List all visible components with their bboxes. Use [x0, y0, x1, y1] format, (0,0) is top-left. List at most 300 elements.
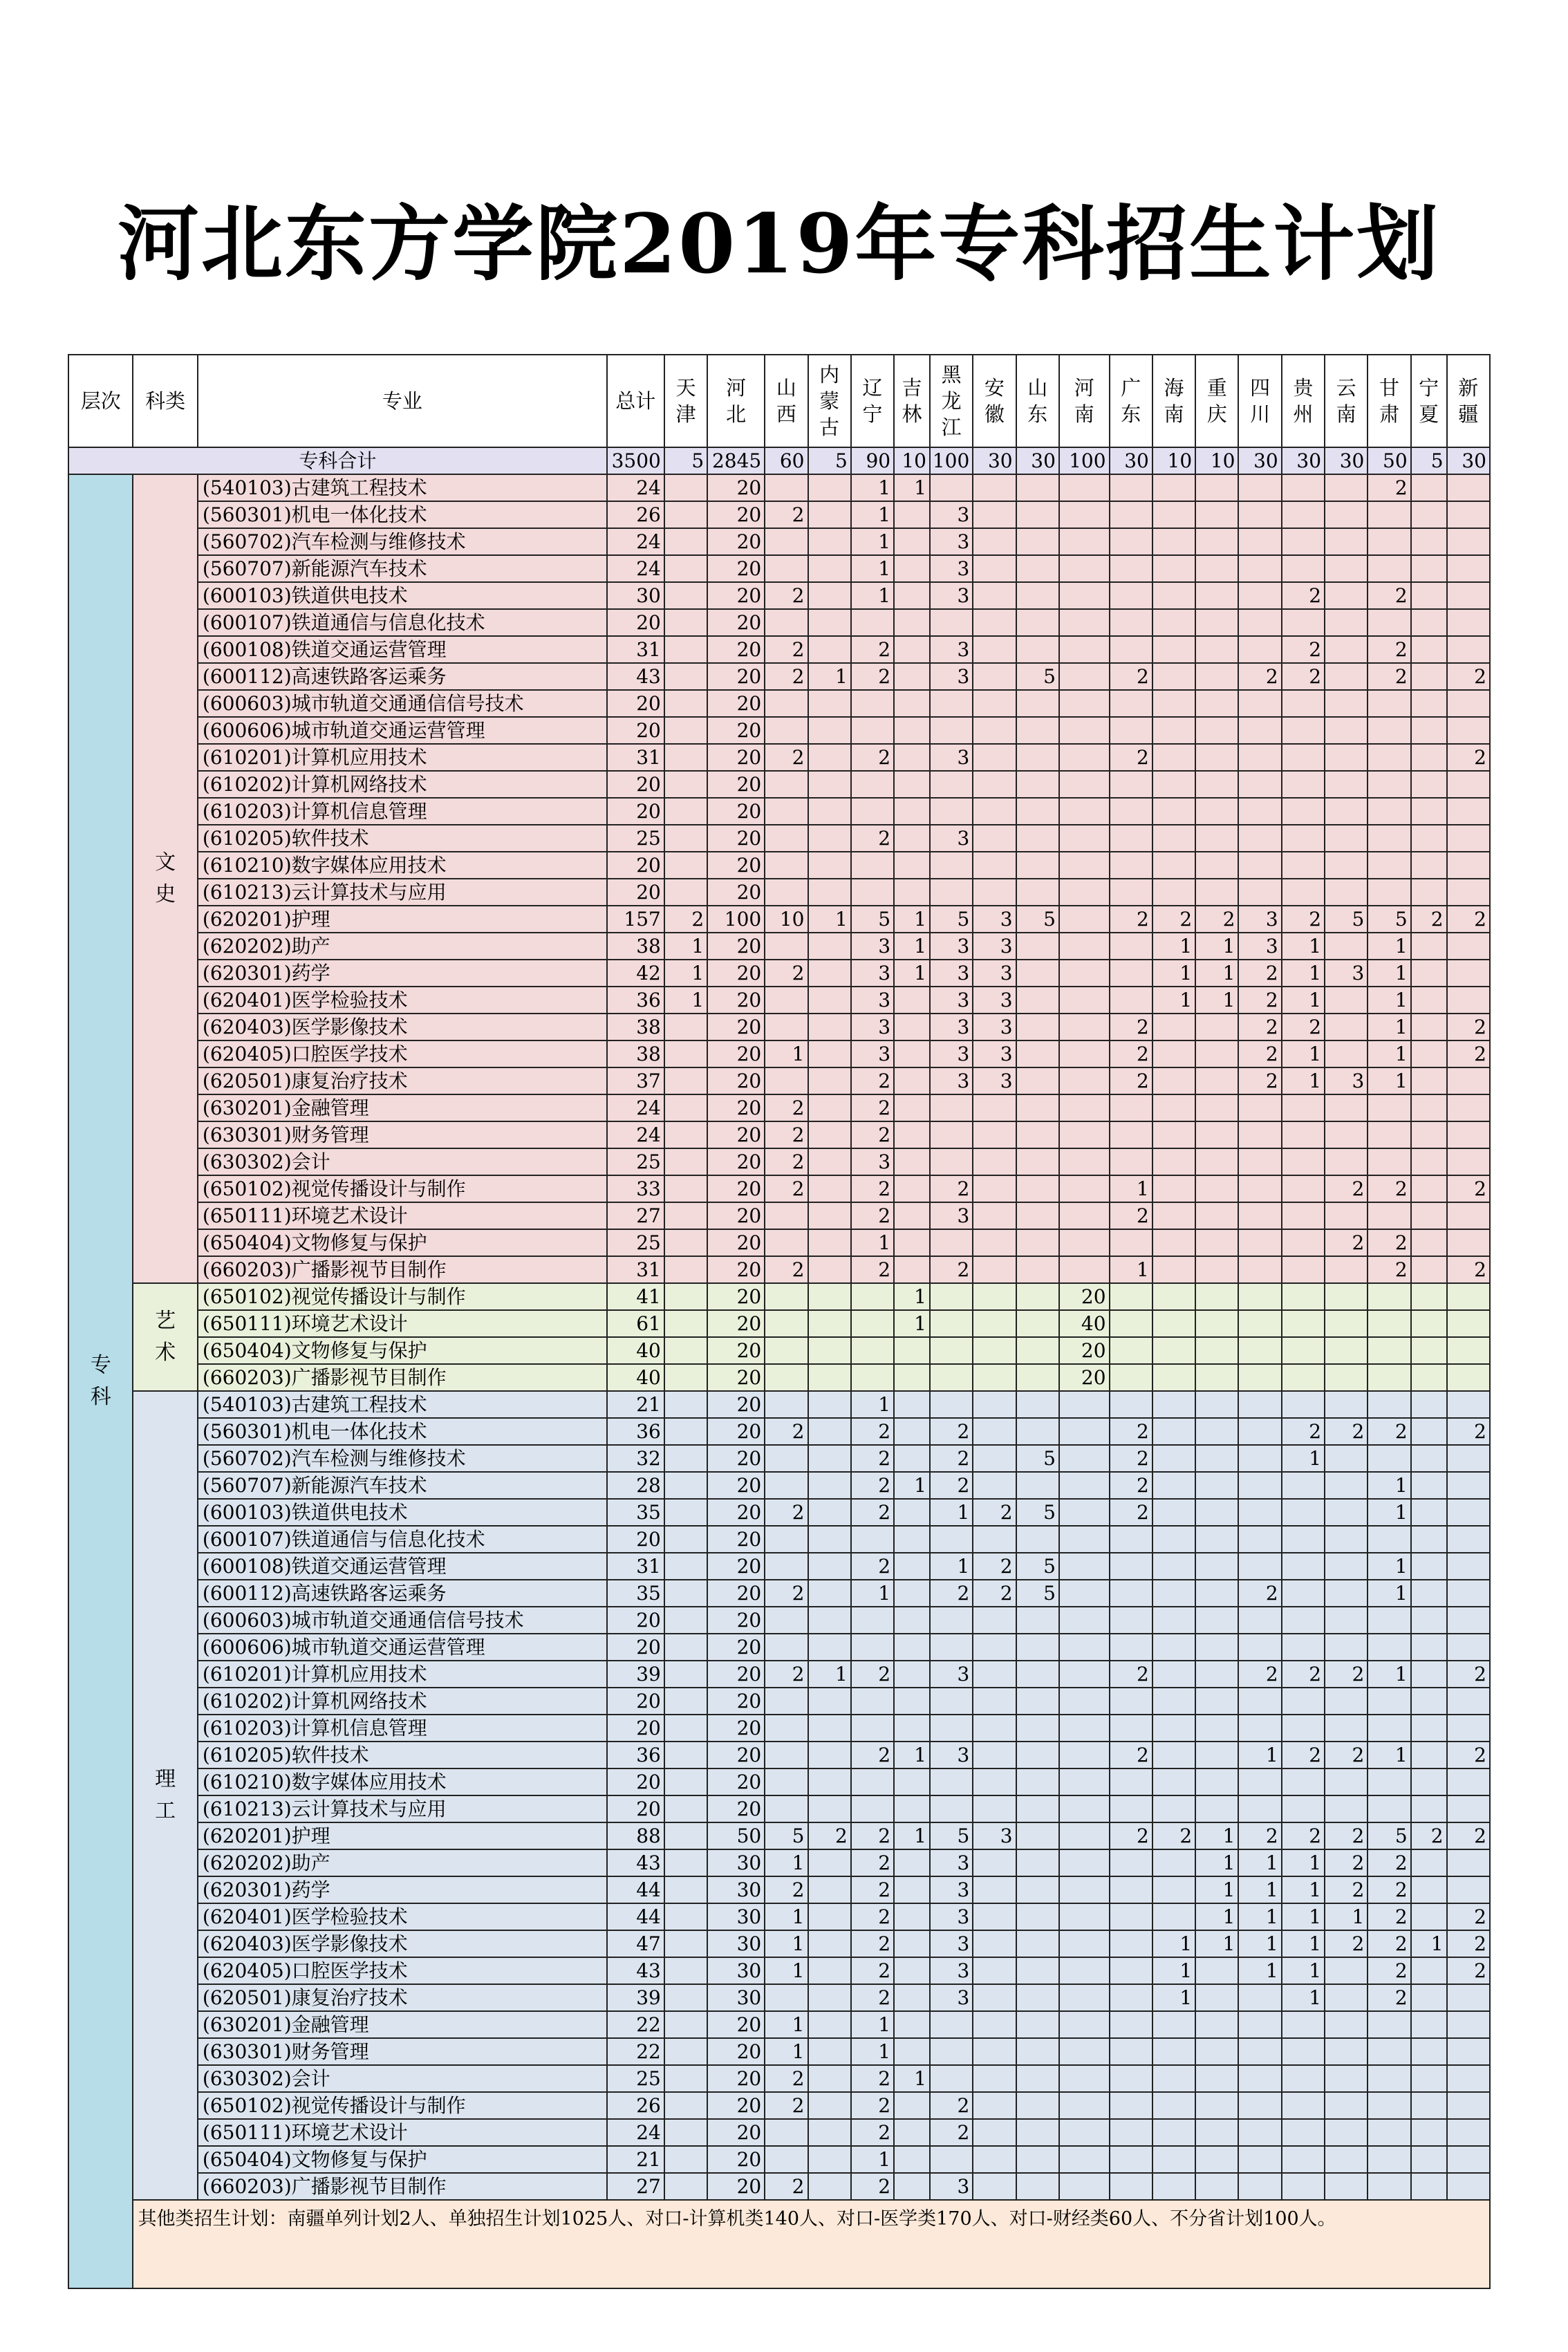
quota-cell: [1411, 879, 1447, 906]
table-row: [68, 690, 1490, 717]
quota-cell: [1282, 609, 1325, 636]
table-row: [68, 1256, 1490, 1283]
quota-cell: [1110, 1580, 1152, 1607]
quota-cell: 3: [930, 501, 973, 528]
quota-cell: [1152, 771, 1195, 798]
quota-cell: [1411, 582, 1447, 609]
quota-cell: [1110, 1876, 1152, 1903]
quota-cell: [1325, 1768, 1368, 1795]
quota-cell: 2: [1368, 1903, 1410, 1930]
quota-cell: [1282, 1472, 1325, 1499]
table-row: [68, 582, 1490, 609]
quota-cell: 20: [707, 1768, 765, 1795]
quota-cell: 1: [765, 2038, 808, 2065]
quota-cell: [664, 1742, 707, 1768]
quota-cell: [1282, 825, 1325, 852]
quota-cell: 1: [930, 1499, 973, 1526]
quota-cell: 5: [930, 1822, 973, 1849]
quota-cell: [1152, 1472, 1195, 1499]
quota-cell: [1195, 798, 1238, 825]
quota-cell: [808, 2065, 851, 2092]
quota-cell: [1411, 528, 1447, 555]
quota-cell: 20: [707, 2146, 765, 2173]
quota-cell: [1195, 1472, 1238, 1499]
quota-cell: [664, 2173, 707, 2200]
quota-cell: [1238, 717, 1281, 744]
quota-cell: 20: [707, 2119, 765, 2146]
quota-cell: 2: [1238, 1014, 1281, 1040]
quota-cell: 3: [851, 1014, 894, 1040]
quota-cell: 1: [1195, 1822, 1238, 1849]
quota-cell: [1195, 609, 1238, 636]
table-row: [68, 1634, 1490, 1661]
quota-cell: [1152, 1202, 1195, 1229]
quota-cell: [1195, 1634, 1238, 1661]
quota-cell: 2: [765, 744, 808, 771]
quota-cell: [1059, 771, 1110, 798]
quota-cell: 2: [1368, 582, 1410, 609]
quota-cell: [973, 1742, 1016, 1768]
quota-cell: 2: [930, 1418, 973, 1445]
quota-cell: [1195, 1984, 1238, 2011]
quota-cell: [808, 1256, 851, 1283]
quota-cell: [1447, 1715, 1490, 1742]
quota-cell: [973, 1310, 1016, 1337]
major-cell: (540103)古建筑工程技术: [198, 1391, 607, 1418]
table-row: [68, 1418, 1490, 1445]
quota-cell: [1152, 2011, 1195, 2038]
quota-cell: 20: [707, 1121, 765, 1148]
quota-cell: [1325, 1014, 1368, 1040]
quota-cell: [1447, 1310, 1490, 1337]
quota-cell: 1: [851, 528, 894, 555]
quota-cell: [1368, 501, 1410, 528]
major-cell: (620301)药学: [198, 1876, 607, 1903]
quota-cell: [1195, 1202, 1238, 1229]
quota-cell: [664, 1364, 707, 1391]
quota-cell: 2: [851, 2173, 894, 2200]
quota-cell: [1059, 636, 1110, 663]
quota-cell: 5: [851, 906, 894, 933]
quota-cell: [1152, 1580, 1195, 1607]
major-cell: (610205)软件技术: [198, 1742, 607, 1768]
quota-cell: [1016, 1661, 1059, 1688]
quota-cell: [1059, 1256, 1110, 1283]
quota-cell: [1059, 1715, 1110, 1742]
quota-cell: [664, 1067, 707, 1094]
quota-cell: [894, 1229, 930, 1256]
quota-cell: [1110, 1283, 1152, 1310]
quota-cell: [1411, 825, 1447, 852]
quota-cell: [894, 1014, 930, 1040]
quota-cell: 2: [851, 1472, 894, 1499]
quota-cell: [1282, 1768, 1325, 1795]
quota-cell: [1282, 1148, 1325, 1175]
category-cell-ligong: [133, 1391, 197, 2200]
quota-cell: [808, 1580, 851, 1607]
quota-cell: 1: [1152, 1957, 1195, 1984]
quota-cell: 2: [1110, 1445, 1152, 1472]
quota-cell: [765, 2146, 808, 2173]
quota-cell: [1110, 1553, 1152, 1580]
row-total-cell: 25: [607, 1148, 664, 1175]
quota-cell: 2: [851, 1876, 894, 1903]
quota-cell: [1411, 1526, 1447, 1553]
quota-cell: [851, 1607, 894, 1634]
table-row: [68, 1742, 1490, 1768]
quota-cell: [973, 1526, 1016, 1553]
quota-cell: [1411, 1849, 1447, 1876]
quota-cell: [1195, 663, 1238, 690]
quota-cell: [808, 1553, 851, 1580]
quota-cell: 2: [808, 1822, 851, 1849]
quota-cell: 20: [707, 1634, 765, 1661]
quota-cell: [894, 528, 930, 555]
quota-cell: 1: [1110, 1256, 1152, 1283]
quota-cell: 2: [1447, 1418, 1490, 1445]
quota-cell: [1411, 1768, 1447, 1795]
header-province: [1195, 355, 1238, 447]
quota-cell: [1411, 1795, 1447, 1822]
quota-cell: [1238, 1553, 1281, 1580]
quota-cell: [1238, 2011, 1281, 2038]
quota-cell: [808, 1930, 851, 1957]
quota-cell: [894, 1148, 930, 1175]
quota-cell: [664, 555, 707, 582]
quota-cell: [1411, 1364, 1447, 1391]
quota-cell: [973, 1445, 1016, 1472]
quota-cell: [1059, 1553, 1110, 1580]
quota-cell: [1325, 1445, 1368, 1472]
major-cell: (620405)口腔医学技术: [198, 1957, 607, 1984]
table-row: [68, 2038, 1490, 2065]
quota-cell: [765, 1607, 808, 1634]
quota-cell: [1016, 2065, 1059, 2092]
quota-cell: 2: [1368, 636, 1410, 663]
quota-cell: [808, 528, 851, 555]
quota-cell: [1238, 582, 1281, 609]
table-row: [68, 1661, 1490, 1688]
quota-cell: [1325, 663, 1368, 690]
quota-cell: [1325, 1256, 1368, 1283]
quota-cell: [1238, 879, 1281, 906]
quota-cell: [808, 555, 851, 582]
quota-cell: [1282, 1607, 1325, 1634]
quota-cell: [1325, 1202, 1368, 1229]
quota-cell: [664, 1580, 707, 1607]
header-province-label: 云南: [1336, 376, 1356, 426]
quota-cell: [973, 1634, 1016, 1661]
quota-cell: [973, 1984, 1016, 2011]
quota-cell: [851, 690, 894, 717]
quota-cell: [765, 1984, 808, 2011]
quota-cell: [973, 879, 1016, 906]
quota-cell: [765, 1795, 808, 1822]
quota-cell: [765, 1634, 808, 1661]
quota-cell: [664, 1930, 707, 1957]
table-row: [68, 1391, 1490, 1418]
table-row: [68, 636, 1490, 663]
quota-cell: [808, 1715, 851, 1742]
quota-cell: 1: [1368, 987, 1410, 1014]
quota-cell: [1411, 1175, 1447, 1202]
table-row: [68, 2092, 1490, 2119]
header-province-label: 河北: [726, 376, 747, 426]
quota-cell: 20: [707, 1661, 765, 1688]
quota-cell: 20: [707, 1067, 765, 1094]
quota-cell: [808, 2011, 851, 2038]
quota-cell: [894, 1849, 930, 1876]
quota-cell: [808, 798, 851, 825]
quota-cell: 3: [930, 1876, 973, 1903]
quota-cell: 2: [1325, 1661, 1368, 1688]
quota-cell: [1411, 2011, 1447, 2038]
quota-cell: [1110, 987, 1152, 1014]
quota-cell: [1016, 2038, 1059, 2065]
quota-cell: [1195, 2146, 1238, 2173]
quota-cell: [664, 2146, 707, 2173]
quota-cell: [664, 1661, 707, 1688]
quota-cell: 2: [1325, 1822, 1368, 1849]
quota-cell: [1238, 690, 1281, 717]
major-cell: (610203)计算机信息管理: [198, 798, 607, 825]
quota-cell: [1411, 501, 1447, 528]
quota-cell: [1325, 1283, 1368, 1310]
row-total-cell: 20: [607, 1688, 664, 1715]
quota-cell: 20: [707, 933, 765, 960]
quota-cell: 1: [894, 1310, 930, 1337]
major-cell: (600606)城市轨道交通运营管理: [198, 717, 607, 744]
quota-cell: [1016, 1768, 1059, 1795]
quota-cell: [973, 1607, 1016, 1634]
quota-cell: [851, 1688, 894, 1715]
quota-cell: [664, 2092, 707, 2119]
quota-cell: [1195, 1742, 1238, 1768]
quota-cell: [1110, 2146, 1152, 2173]
quota-cell: [973, 501, 1016, 528]
quota-cell: [808, 501, 851, 528]
quota-cell: [1411, 1715, 1447, 1742]
quota-cell: [808, 1472, 851, 1499]
quota-cell: 2: [1325, 1930, 1368, 1957]
quota-cell: 30: [707, 1876, 765, 1903]
table-row: [68, 1283, 1490, 1310]
quota-cell: 1: [765, 1903, 808, 1930]
header-province-label: 辽宁: [862, 376, 883, 426]
quota-cell: [1238, 1337, 1281, 1364]
header-province-label: 内蒙古: [819, 363, 840, 439]
quota-cell: 2: [1282, 663, 1325, 690]
quota-cell: 1: [1238, 1876, 1281, 1903]
major-cell: (650404)文物修复与保护: [198, 2146, 607, 2173]
table-row: [68, 1175, 1490, 1202]
quota-cell: [808, 1418, 851, 1445]
quota-cell: [1368, 2065, 1410, 2092]
quota-cell: [1110, 609, 1152, 636]
major-cell: (600107)铁道通信与信息化技术: [198, 1526, 607, 1553]
quota-cell: [1282, 1795, 1325, 1822]
quota-cell: 2: [1325, 1229, 1368, 1256]
quota-cell: 3: [930, 1849, 973, 1876]
quota-cell: [1016, 2173, 1059, 2200]
quota-cell: [973, 1768, 1016, 1795]
quota-cell: [1325, 987, 1368, 1014]
quota-cell: [1152, 2065, 1195, 2092]
quota-cell: [1195, 1175, 1238, 1202]
row-total-cell: 24: [607, 528, 664, 555]
quota-cell: [1368, 1202, 1410, 1229]
quota-cell: [664, 1768, 707, 1795]
quota-cell: [808, 1445, 851, 1472]
quota-cell: [1368, 1634, 1410, 1661]
quota-cell: 1: [1368, 933, 1410, 960]
quota-cell: 20: [707, 1607, 765, 1634]
quota-cell: [664, 1256, 707, 1283]
row-total-cell: 30: [607, 582, 664, 609]
quota-cell: [1195, 2092, 1238, 2119]
row-total-cell: 20: [607, 1526, 664, 1553]
quota-cell: [1016, 1903, 1059, 1930]
quota-cell: [1368, 528, 1410, 555]
quota-cell: 2: [1110, 744, 1152, 771]
quota-cell: [1152, 1040, 1195, 1067]
quota-cell: [1152, 1795, 1195, 1822]
quota-cell: 3: [930, 1930, 973, 1957]
quota-cell: 1: [1368, 1580, 1410, 1607]
quota-cell: [1195, 1418, 1238, 1445]
major-cell: (630201)金融管理: [198, 1094, 607, 1121]
quota-cell: 3: [973, 1822, 1016, 1849]
quota-cell: [973, 582, 1016, 609]
quota-cell: 2: [851, 1202, 894, 1229]
quota-cell: [1368, 2119, 1410, 2146]
major-cell: (610201)计算机应用技术: [198, 744, 607, 771]
quota-cell: [1282, 1364, 1325, 1391]
quota-cell: [1110, 1984, 1152, 2011]
quota-cell: [808, 1175, 851, 1202]
quota-cell: 2: [1447, 1014, 1490, 1040]
quota-cell: 2: [930, 2092, 973, 2119]
quota-cell: [894, 744, 930, 771]
quota-cell: 1: [664, 960, 707, 987]
row-total-cell: 61: [607, 1310, 664, 1337]
quota-cell: [1447, 1795, 1490, 1822]
quota-cell: 2: [1282, 1742, 1325, 1768]
row-total-cell: 36: [607, 1418, 664, 1445]
row-total-cell: 20: [607, 1795, 664, 1822]
quota-cell: [851, 879, 894, 906]
row-total-cell: 20: [607, 1715, 664, 1742]
quota-cell: [1110, 2092, 1152, 2119]
quota-cell: [1447, 609, 1490, 636]
quota-cell: [1016, 555, 1059, 582]
major-cell: (620501)康复治疗技术: [198, 1067, 607, 1094]
quota-cell: [1152, 1067, 1195, 1094]
quota-cell: [973, 1148, 1016, 1175]
quota-cell: 20: [707, 2173, 765, 2200]
table-row: [68, 2173, 1490, 2200]
quota-cell: [1282, 2038, 1325, 2065]
quota-cell: [1368, 798, 1410, 825]
quota-cell: 3: [851, 933, 894, 960]
table-row: [68, 798, 1490, 825]
header-province: [707, 355, 765, 447]
quota-cell: 20: [707, 2011, 765, 2038]
quota-cell: [1195, 1337, 1238, 1364]
quota-cell: [664, 636, 707, 663]
quota-cell: 1: [930, 1553, 973, 1580]
quota-cell: [765, 933, 808, 960]
quota-cell: [808, 1903, 851, 1930]
quota-cell: [1016, 1822, 1059, 1849]
quota-cell: [1447, 798, 1490, 825]
quota-cell: [1110, 2119, 1152, 2146]
quota-cell: 2: [1110, 906, 1152, 933]
quota-cell: [1152, 1391, 1195, 1418]
quota-cell: [808, 1607, 851, 1634]
quota-cell: [664, 1040, 707, 1067]
quota-cell: [1016, 744, 1059, 771]
quota-cell: [930, 1526, 973, 1553]
row-total-cell: 44: [607, 1903, 664, 1930]
quota-cell: [1411, 1094, 1447, 1121]
quota-cell: [1152, 1634, 1195, 1661]
quota-cell: [1282, 1094, 1325, 1121]
quota-cell: [851, 1364, 894, 1391]
quota-cell: [1447, 1849, 1490, 1876]
quota-cell: [1195, 2038, 1238, 2065]
quota-cell: 20: [707, 1795, 765, 1822]
quota-cell: 20: [707, 663, 765, 690]
quota-cell: [664, 1418, 707, 1445]
table-row: [68, 1930, 1490, 1957]
quota-cell: 20: [1059, 1283, 1110, 1310]
quota-cell: [1195, 555, 1238, 582]
quota-cell: [808, 1121, 851, 1148]
row-total-cell: 39: [607, 1984, 664, 2011]
quota-cell: [765, 987, 808, 1014]
quota-cell: [1325, 2092, 1368, 2119]
quota-cell: 2: [1238, 1580, 1281, 1607]
quota-cell: [1059, 933, 1110, 960]
quota-cell: [1447, 2146, 1490, 2173]
quota-cell: 1: [851, 582, 894, 609]
quota-cell: [1152, 2092, 1195, 2119]
quota-cell: [1447, 1283, 1490, 1310]
quota-cell: [1447, 1876, 1490, 1903]
quota-cell: [1195, 1445, 1238, 1472]
quota-cell: 2: [765, 1499, 808, 1526]
header-province: [1447, 355, 1490, 447]
quota-cell: [1368, 1148, 1410, 1175]
table-row: [68, 1499, 1490, 1526]
quota-cell: [1325, 555, 1368, 582]
table-row: [68, 1094, 1490, 1121]
quota-cell: 5: [1368, 1822, 1410, 1849]
quota-cell: [1059, 582, 1110, 609]
quota-cell: [1325, 2065, 1368, 2092]
quota-cell: [930, 1688, 973, 1715]
row-total-cell: 47: [607, 1930, 664, 1957]
quota-cell: [1368, 2146, 1410, 2173]
quota-cell: [1152, 2173, 1195, 2200]
quota-cell: 1: [1368, 1661, 1410, 1688]
quota-cell: 2: [1368, 1876, 1410, 1903]
quota-cell: [765, 1526, 808, 1553]
quota-cell: [1059, 2119, 1110, 2146]
quota-cell: 20: [707, 879, 765, 906]
quota-cell: 20: [707, 1742, 765, 1768]
